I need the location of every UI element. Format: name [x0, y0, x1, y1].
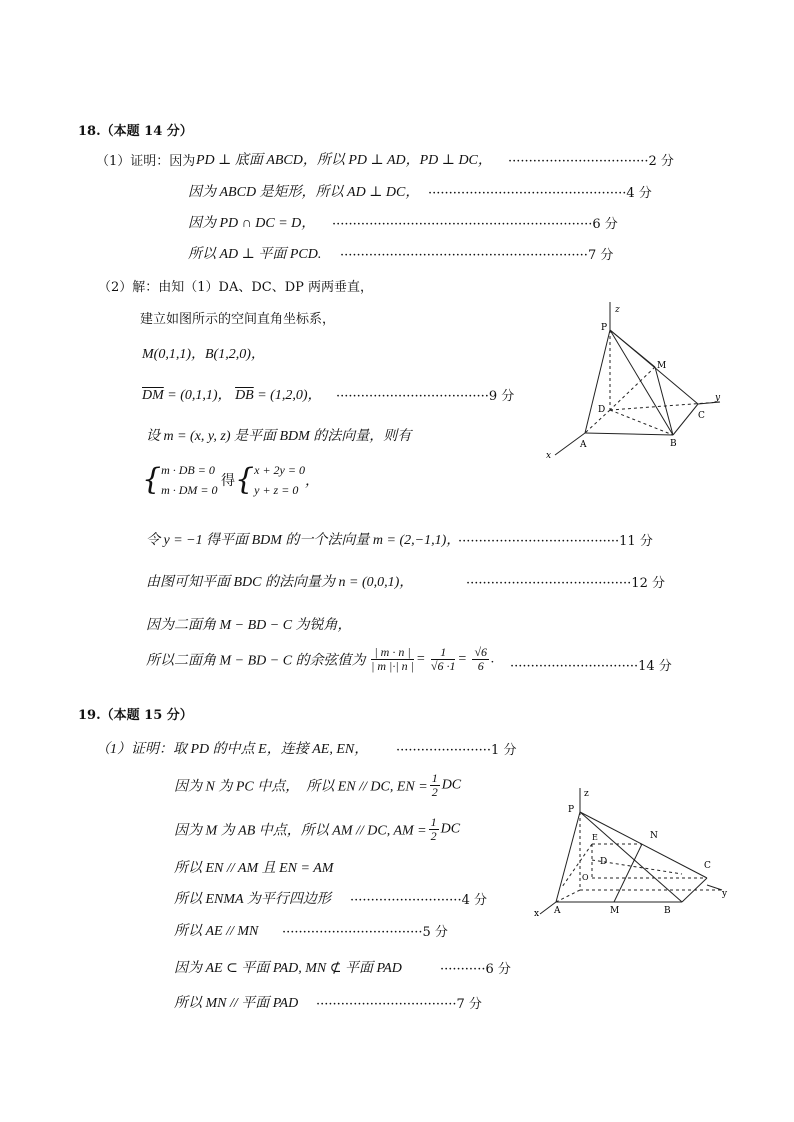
fig2-label-x: x: [534, 909, 540, 919]
q18-acute: 因为二面角 M − BD − C 为锐角，: [146, 618, 352, 633]
q18-vectors-score: ·····································9 分: [336, 389, 515, 404]
q18-normal-bdm: 令 y = −1 得平面 BDM 的一个法向量 m = (2,−1,1)，: [146, 533, 461, 548]
q19-line1: （1）证明：取 PD 的中点 E，连接 AE, EN，: [96, 742, 369, 757]
fig2-label-P: P: [568, 805, 575, 815]
q18-title: 18.（本题 14 分）: [78, 124, 193, 139]
sys-eq2: m · DM = 0: [161, 483, 218, 497]
fig1-label-y: y: [715, 393, 721, 403]
q19-line1-score: ·······················1 分: [396, 743, 517, 758]
q18-line3: 因为 PD ∩ DC = D，: [188, 216, 316, 231]
fig1-label-M: M: [657, 361, 667, 371]
q18-line2-score: ················································4 分: [428, 186, 652, 201]
q19-line5: 所以 ENMA 为平行四边形: [174, 892, 331, 907]
q18-normal-def: 设 m = (x, y, z) 是平面 BDM 的法向量，则有: [146, 429, 412, 444]
vec-dm: $\overline{DM}$: [142, 388, 164, 403]
q18-part2-vectors: [142, 384, 322, 404]
q19-title: 19.（本题 15 分）: [78, 708, 193, 723]
q18-line1-score: ··································2 分: [508, 154, 674, 169]
fig2-label-y: y: [722, 889, 728, 899]
q18-line1: PD ⊥ 底面 ABCD，所以 PD ⊥ AD，PD ⊥ DC，: [196, 153, 492, 168]
fig1-label-D: D: [598, 405, 606, 415]
fig1-label-C: C: [698, 411, 705, 421]
q18-cosine: 所以二面角 M − BD − C 的余弦值为 $\frac{| m \cdot n |}{| m |\cdot| n |}$ = $\frac{1}{√6 \cdot 1}$ = $\frac{√6}{6}$ .: [146, 645, 495, 673]
fig1-label-z: z: [615, 305, 620, 315]
fig2-label-O: O: [582, 873, 589, 882]
fig2-label-E: E: [592, 833, 598, 842]
fig1-label-A: A: [580, 440, 587, 450]
vec-dm-value: = (0,1,1)，: [167, 388, 232, 403]
fig2-label-D: D: [600, 857, 608, 867]
q18-normal-bdm-score: ·······································11 分: [458, 534, 653, 549]
sys-r2: y + z = 0: [254, 483, 299, 497]
q18-part2-line2: 建立如图所示的空间直角坐标系，: [140, 312, 336, 327]
q18-cosine-score: ·······························14 分: [510, 659, 672, 674]
q19-line3: 因为 M 为 AB 中点，所以 AM // DC, AM = $\frac{1}{2}$ DC: [174, 815, 461, 843]
q19-line8: 所以 MN // 平面 PAD: [174, 996, 299, 1011]
fig1-label-B: B: [670, 439, 677, 449]
q19-line7-score: ···········6 分: [440, 962, 511, 977]
q19-line6: 所以 AE // MN: [174, 924, 259, 939]
fig2-label-N: N: [650, 831, 658, 841]
q18-part2-line1: （2）解：由知（1）DA、DC、DP 两两垂直，: [98, 280, 374, 295]
fig2-label-M: M: [610, 906, 620, 916]
pyramid-figure-2: [532, 782, 737, 922]
pyramid-figure-1: [540, 300, 730, 465]
vec-db-value: = (1,2,0)，: [257, 388, 322, 403]
fig2-label-A: A: [554, 906, 561, 916]
q18-normal-bdc: 由图可知平面 BDC 的法向量为 n = (0,0,1)，: [146, 575, 414, 590]
q18-part2-points: M(0,1,1)，B(1,2,0)，: [142, 347, 265, 362]
sys-eq1: m · DB = 0: [161, 463, 215, 477]
sys-end: ，: [304, 474, 319, 489]
sys-de: 得: [221, 474, 236, 489]
q19-line5-score: ···························4 分: [350, 893, 487, 908]
q19-line8-score: ··································7 分: [316, 997, 482, 1012]
q18-normal-bdc-score: ········································12 分: [466, 576, 665, 591]
fig2-label-B: B: [664, 906, 671, 916]
q18-system: { m · DB = 0 m · DM = 0 得{ x + 2y = 0 y + z = 0 ，: [142, 460, 319, 500]
q19-line4: 所以 EN // AM 且 EN = AM: [174, 861, 334, 876]
fig2-label-z: z: [584, 789, 589, 799]
q18-line2: 因为 ABCD 是矩形，所以 AD ⊥ DC，: [188, 185, 420, 200]
q18-line4-score: ····························································7 分: [340, 248, 614, 263]
fig2-label-C: C: [704, 861, 711, 871]
fig1-label-P: P: [601, 323, 608, 333]
q18-part1-intro: （1）证明：因为: [96, 154, 196, 169]
sys-r1: x + 2y = 0: [254, 463, 305, 477]
q19-line2: 因为 N 为 PC 中点， 所以 EN // DC, EN = $\frac{1}{2}$ DC: [174, 771, 462, 799]
q19-line7: 因为 AE ⊂ 平面 PAD, MN ⊄ 平面 PAD: [174, 961, 402, 976]
q19-line6-score: ··································5 分: [282, 925, 448, 940]
vec-db: $\overline{DB}$: [235, 388, 254, 403]
q18-line3-score: ·······························································6 分: [332, 217, 618, 232]
q18-line4: 所以 AD ⊥ 平面 PCD.: [188, 247, 322, 262]
fig1-label-x: x: [546, 451, 552, 461]
